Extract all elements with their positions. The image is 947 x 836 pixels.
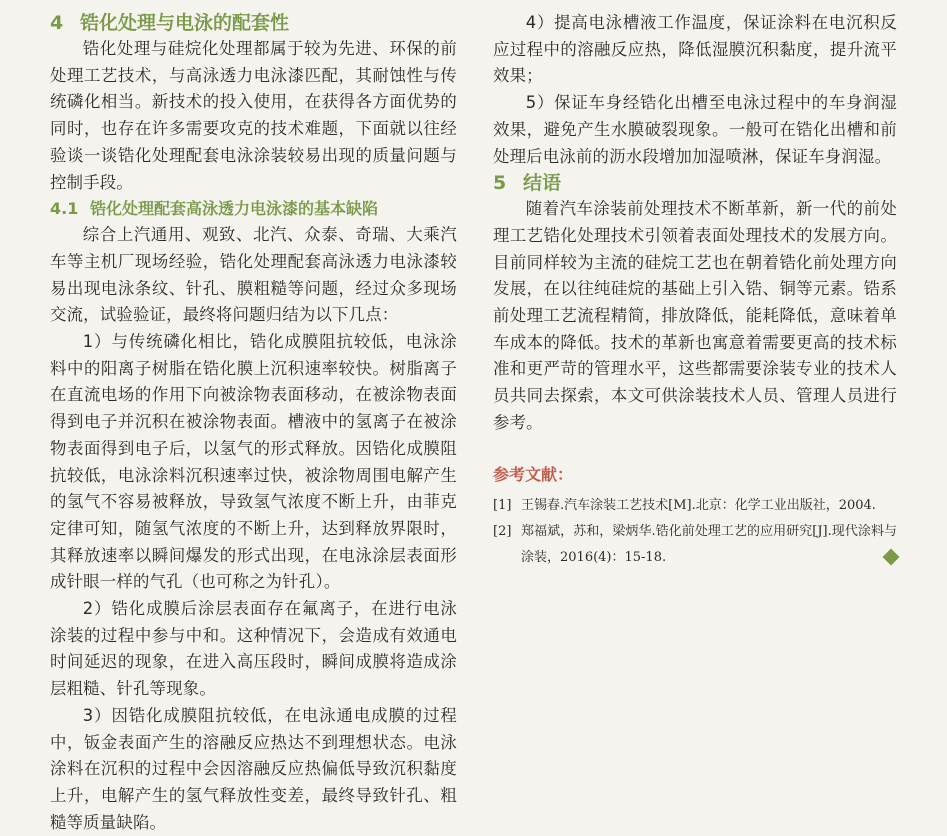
subsection-title: 锆化处理配套高泳透力电泳漆的基本缺陷 — [90, 199, 379, 219]
conclusion-paragraph: 随着汽车涂装前处理技术不断革新，新一代的前处理工艺锆化处理技术引领着表面处理技术的发展方向。目前同样较为主流的硅烷工艺也在朝着锆化前处理方向发展，在以往纯硅烷的基础上引入锆、铜等元素。锆系前处理工艺流程精简，排放降低，能耗降低，意味着单车成本的降低。技术的革新也寓意着需要更高的技术标准和更严苛的管理水平，这些都需要涂装专业的技术人员共同去探索，本文可供涂装技术人员、管理人员进行参考。 — [493, 199, 897, 432]
reference-item — [493, 493, 897, 519]
subsection-number: 4.1 — [50, 199, 79, 219]
point-1-paragraph: 1）与传统磷化相比，锆化成膜阻抗较低，电泳涂料中的阳离子树脂在锆化膜上沉积速率较快。树脂离子在直流电场的作用下向被涂物表面移动，在被涂物表面得到电子并沉积在被涂物表面。槽液中的氢离子在被涂物表面得到电子后，以氢气的形式释放。因锆化成膜阻抗较低，电泳涂料沉积速率过快，被涂物周围电解产生的氢气不容易被释放，导致氢气浓度不断上升，由菲克定律可知，随氢气浓度的不断上升，达到释放界限时，其释放速率以瞬间爆发的形式出现，在电泳涂层表面形成针眼一样的气孔（也可称之为针孔）。 — [50, 332, 457, 592]
subsection-heading-4-1 — [50, 196, 457, 222]
point-5-paragraph: 5）保证车身经锆化出槽至电泳过程中的车身润湿效果，避免产生水膜破裂现象。一般可在锆化出槽和前处理后电泳前的沥水段增加加湿喷淋，保证车身润湿。 — [493, 93, 897, 166]
section-number: 5 — [493, 172, 507, 195]
point-3-paragraph: 3）因锆化成膜阻抗较低，在电泳通电成膜的过程中，钣金表面产生的溶融反应热达不到理想状态。电泳涂料在沉积的过程中会因溶融反应热偏低导致沉积黏度上升，电解产生的氢气释放性变差，最终导致针孔、粗糙等质量缺陷。 — [50, 705, 457, 832]
left-column — [50, 0, 457, 836]
right-column — [493, 0, 897, 571]
reference-item — [493, 519, 897, 571]
point-2-paragraph: 2）锆化成膜后涂层表面存在氟离子，在进行电泳涂装的过程中参与中和。这种情况下，会造成有效通电时间延迟的现象，在进入高压段时，瞬间成膜将造成涂层粗糙、针孔等现象。 — [50, 599, 457, 699]
reference-text: 郑福斌，苏和，梁炳华.锆化前处理工艺的应用研究[J].现代涂料与涂装，2016(4)：15-18. — [521, 523, 897, 565]
reference-index: [2] — [493, 523, 512, 539]
section-number: 4 — [50, 12, 64, 34]
section-title: 锆化处理与电泳的配套性 — [80, 12, 290, 34]
section-heading-4 — [50, 10, 457, 36]
section4-intro-paragraph: 锆化处理与硅烷化处理都属于较为先进、环保的前处理工艺技术，与高泳透力电泳漆匹配，其耐蚀性与传统磷化相当。新技术的投入使用，在获得各方面优势的同时，也存在许多需要攻克的技术难题，下面就以往经验谈一谈锆化处理配套电泳涂装较易出现的质量问题与控制手段。 — [50, 39, 457, 192]
references-heading: 参考文献： — [493, 464, 574, 484]
reference-text: 王锡春.汽车涂装工艺技术[M].北京：化学工业出版社，2004. — [521, 497, 876, 513]
section4-1-intro-paragraph: 综合上汽通用、观致、北汽、众泰、奇瑞、大乘汽车等主机厂现场经验，锆化处理配套高泳透力电泳漆较易出现电泳条纹、针孔、膜粗糙等问题，经过众多现场交流，试验验证，最终将问题归结为以下几点： — [50, 225, 457, 325]
reference-index: [1] — [493, 497, 512, 513]
section-heading-5 — [493, 170, 897, 196]
section-title: 结语 — [523, 172, 562, 195]
point-4-paragraph: 4）提高电泳槽液工作温度，保证涂料在电沉积反应过程中的溶融反应热，降低湿膜沉积黏度，提升流平效果； — [493, 13, 897, 86]
